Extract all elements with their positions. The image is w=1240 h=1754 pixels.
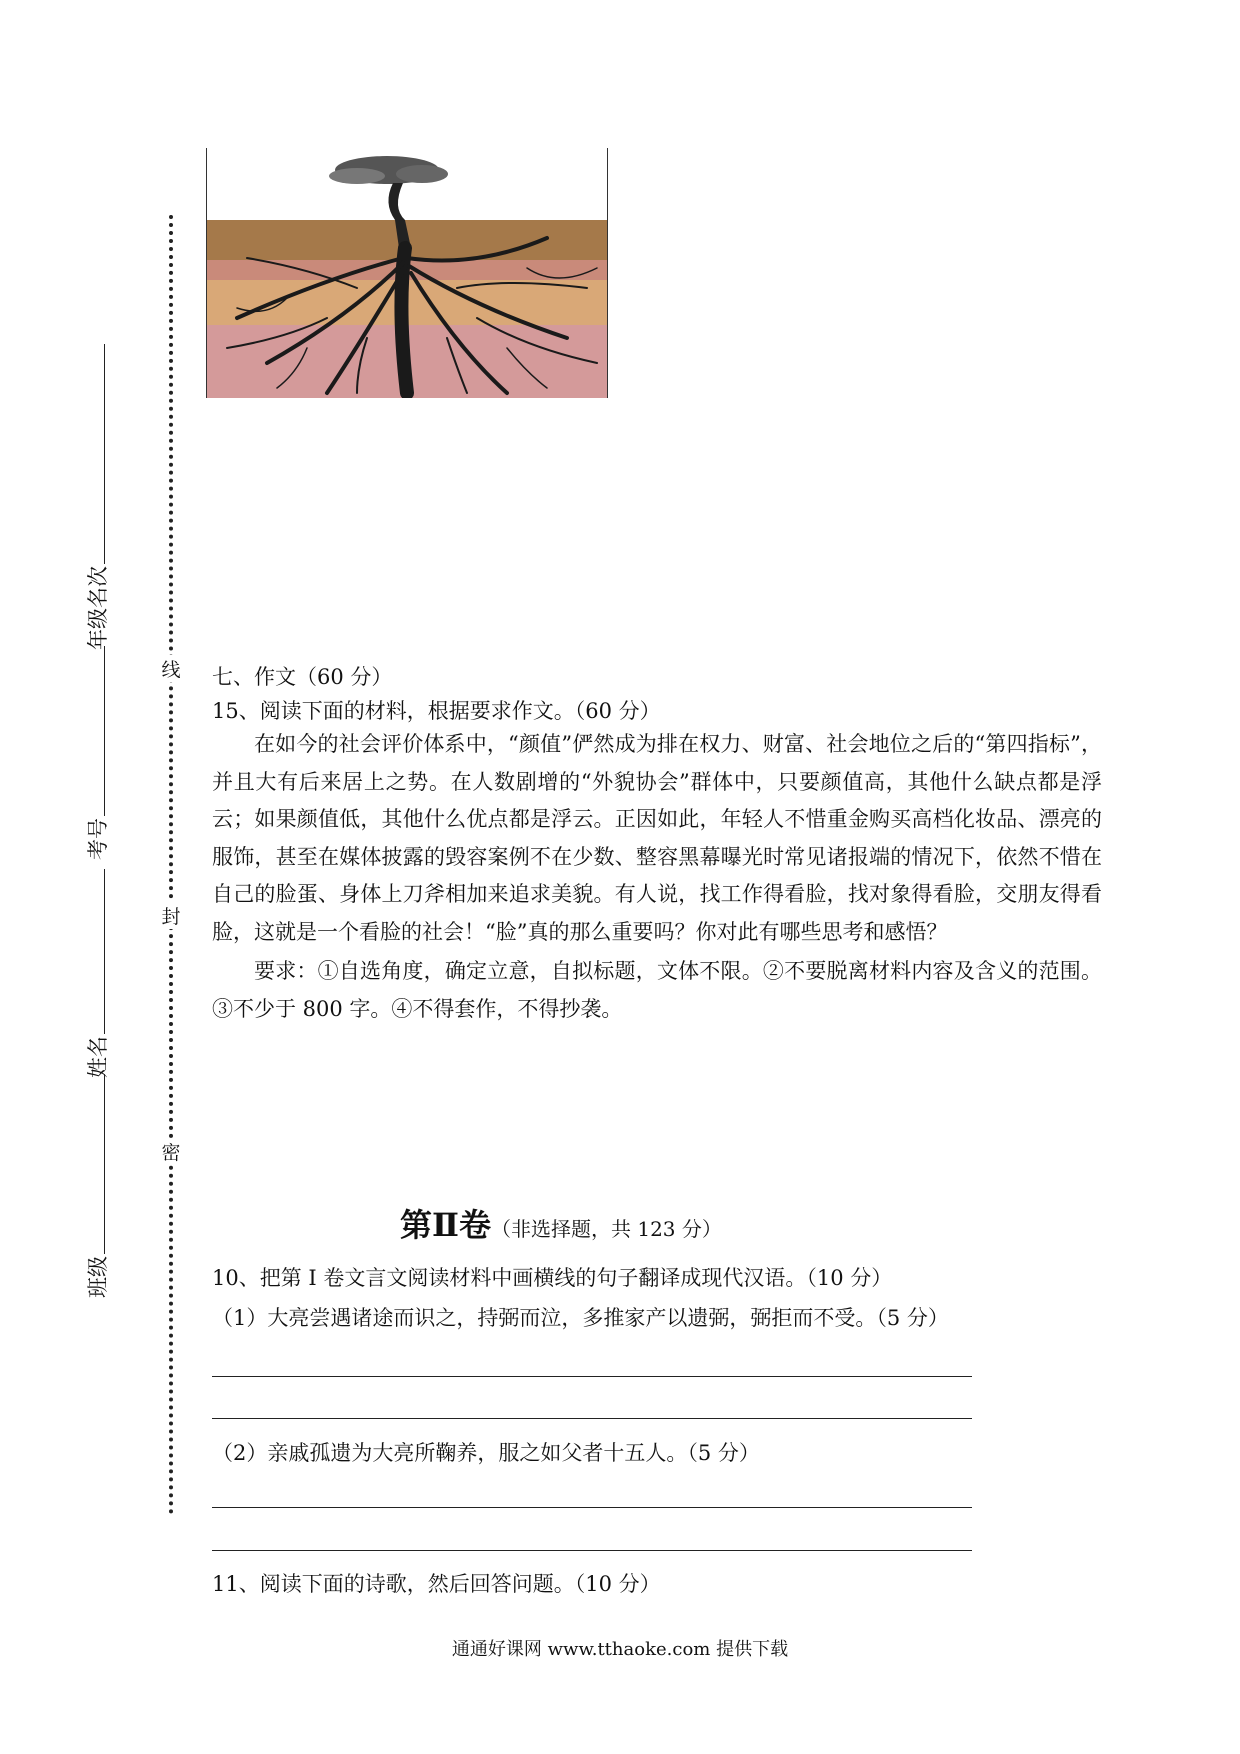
part-2-title: 第Ⅱ卷 [400,1206,491,1244]
page-footer: 通通好课网 www.tthaoke.com 提供下载 [451,1639,789,1660]
field-exam-number-label: 考号 [86,818,110,860]
answer-line-1[interactable] [212,1376,972,1377]
field-name [82,1018,112,1078]
question-10-1: （1）大亮尝遇诸途而识之，持弼而泣，多推家产以遗弼，弼拒而不受。（5 分） [212,1306,949,1330]
composition-requirements: 要求：①自选角度，确定立意，自拟标题，文体不限。②不要脱离材料内容及含义的范围。③不少于 800 字。④不得套作，不得抄袭。 [212,959,1102,1021]
binding-dotted-line [169,215,173,1515]
field-name-label: 姓名 [86,1036,110,1078]
question-15: 15、阅读下面的材料，根据要求作文。（60 分） [212,699,661,723]
binding-mark-line: 线 [158,655,184,682]
question-10-2: （2）亲戚孤遗为大亮所鞠养，服之如父者十五人。（5 分） [212,1441,760,1465]
composition-material: 在如今的社会评价体系中，“颜值”俨然成为排在权力、财富、社会地位之后的“第四指标”，并且大有后来居上之势。在人数剧增的“外貌协会”群体中，只要颜值高，其他什么缺点都是浮云；如果颜值低，其他什么优点都是浮云。正因如此，年轻人不惜重金购买高档化妆品、漂亮的服饰，甚至在媒体披露的毁容案例不在少数、整容黑幕曝光时常见诸报端的情况下，依然不惜在自己的脸蛋、身体上刀斧相加来追求美貌。有人说，找工作得看脸，找对象得看脸，交朋友得看脸，这就是一个看脸的社会！“脸”真的那么重要吗？你对此有哪些思考和感悟？ [212,732,1102,944]
field-class-blank[interactable] [86,1074,105,1254]
binding-mark-seal: 封 [158,902,184,929]
question-11: 11、阅读下面的诗歌，然后回答问题。（10 分） [212,1572,661,1596]
binding-mark-secret: 密 [158,1138,184,1165]
answer-line-2[interactable] [212,1418,972,1419]
section-title-composition: 七、作文（60 分） [212,665,393,689]
tree-roots-svg [207,148,607,398]
part-2-heading [400,1200,722,1246]
field-exam-number [82,800,112,860]
field-class [82,1238,112,1298]
field-grade-rank-label: 年级名次 [86,566,110,650]
answer-line-3[interactable] [212,1507,972,1508]
answer-line-4[interactable] [212,1550,972,1551]
field-name-blank[interactable] [86,869,105,1034]
part-2-subtitle: （非选择题，共 123 分） [490,1217,722,1241]
field-class-label: 班级 [86,1256,110,1298]
field-grade-rank [82,566,112,650]
field-exam-number-blank[interactable] [86,646,105,816]
question-10: 10、把第 I 卷文言文阅读材料中画横线的句子翻译成现代汉语。（10 分） [212,1266,893,1290]
field-grade-rank-blank[interactable] [86,344,105,564]
tree-roots-illustration [206,148,608,398]
